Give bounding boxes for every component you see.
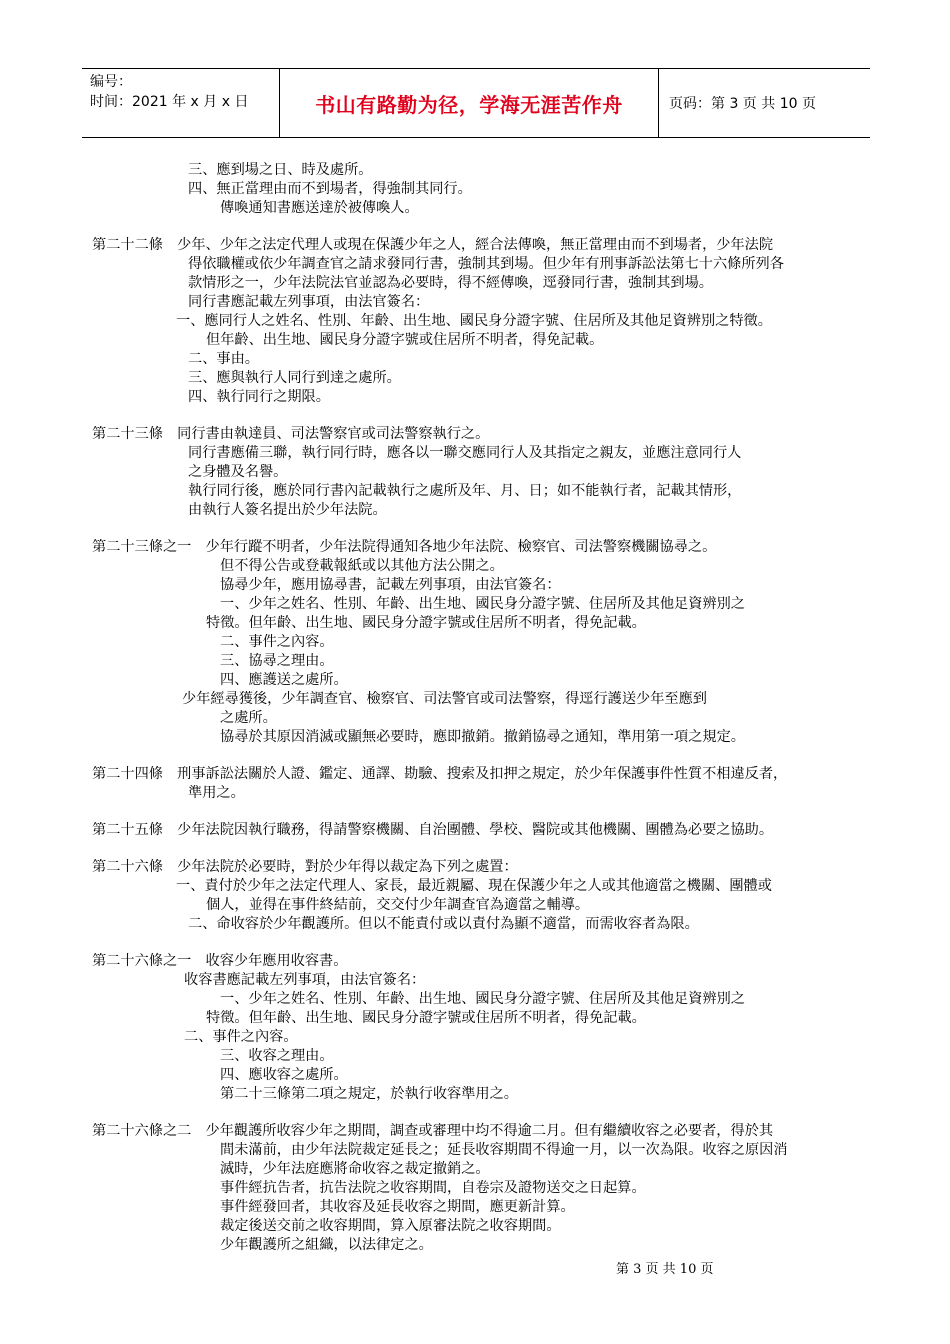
text-line: 由執行人簽名提出於少年法院。	[188, 502, 387, 518]
text-line: 收容書應記載左列事項，由法官簽名：	[184, 972, 426, 988]
text-line: 同行書應記載左列事項，由法官簽名：	[188, 294, 430, 310]
text-line: 第二十四條 刑事訴訟法關於人證、鑑定、通譯、勘驗、搜索及扣押之規定，於少年保護事件性質不相違反者，	[92, 766, 788, 782]
text-line: 之身體及名譽。	[188, 464, 288, 480]
text-line: 第二十六條之一 收容少年應用收容書。	[92, 953, 348, 969]
text-line: 協尋於其原因消滅或顯無必要時，應即撤銷。撤銷協尋之通知，準用第一項之規定。	[220, 729, 745, 745]
text-line: 個人，並得在事件終結前，交交付少年調查官為適當之輔導。	[206, 897, 590, 913]
page-footer: 第 3 页 共 10 页	[616, 1262, 714, 1277]
text-line: 同行書應備三聯，執行同行時，應各以一聯交應同行人及其指定之親友，並應注意同行人	[188, 445, 742, 461]
text-line: 第二十六條之二 少年觀護所收容少年之期間，調查或審理中均不得逾二月。但有繼續收容之必要者，得於其	[92, 1123, 774, 1139]
text-line: 三、應到場之日、時及處所。	[188, 162, 373, 178]
motto: 书山有路勤为径，学海无涯苦作舟	[280, 69, 659, 137]
text-line: 四、執行同行之期限。	[188, 389, 330, 405]
text-line: 得依職權或依少年調查官之請求發同行書，強制其到場。但少年有刑事訴訟法第七十六條所列各	[188, 256, 784, 272]
text-line: 二、事件之內容。	[220, 634, 334, 650]
text-line: 執行同行後，應於同行書內記載執行之處所及年、月、日；如不能執行者，記載其情形，	[188, 483, 742, 499]
text-line: 四、應收容之處所。	[220, 1067, 348, 1083]
text-line: 少年經尋獲後，少年調查官、檢察官、司法警官或司法警察，得逕行護送少年至應到	[182, 691, 707, 707]
text-line: 一、應同行人之姓名、性別、年齡、出生地、國民身分證字號、住居所及其他足資辨別之特徵。	[176, 313, 772, 329]
text-line: 第二十六條 少年法院於必要時，對於少年得以裁定為下列之處置：	[92, 859, 518, 875]
text-line: 二、事件之內容。	[184, 1029, 298, 1045]
text-line: 事件經發回者，其收容及延長收容之期間，應更新計算。	[220, 1199, 575, 1215]
page-header	[82, 68, 870, 138]
text-line: 四、應護送之處所。	[220, 672, 348, 688]
text-line: 第二十三條第二項之規定，於執行收容準用之。	[220, 1086, 518, 1102]
text-line: 三、應與執行人同行到達之處所。	[188, 370, 401, 386]
text-line: 協尋少年，應用協尋書，記載左列事項，由法官簽名：	[220, 577, 561, 593]
text-line: 一、少年之姓名、性別、年齡、出生地、國民身分證字號、住居所及其他足資辨別之	[220, 596, 745, 612]
text-line: 特徵。但年齡、出生地、國民身分證字號或住居所不明者，得免記載。	[206, 615, 646, 631]
text-line: 第二十五條 少年法院因執行職務，得請警察機關、自治團體、學校、醫院或其他機關、團體為必要之協助。	[92, 822, 774, 838]
text-line: 但年齡、出生地、國民身分證字號或住居所不明者，得免記載。	[206, 332, 604, 348]
text-line: 第二十二條 少年、少年之法定代理人或現在保護少年之人，經合法傳喚，無正當理由而不到場者，少年法院	[92, 237, 774, 253]
text-line: 四、無正當理由而不到場者，得強制其同行。	[188, 181, 472, 197]
text-line: 間未滿前，由少年法院裁定延長之；延長收容期間不得逾一月，以一次為限。收容之原因消	[220, 1142, 788, 1158]
text-line: 滅時，少年法庭應將命收容之裁定撤銷之。	[220, 1161, 490, 1177]
text-line: 第二十三條之一 少年行蹤不明者，少年法院得通知各地少年法院、檢察官、司法警察機關協尋之。	[92, 539, 717, 555]
text-line: 之處所。	[220, 710, 277, 726]
text-line: 第二十三條 同行書由執達員、司法警察官或司法警察執行之。	[92, 426, 490, 442]
text-line: 三、協尋之理由。	[220, 653, 334, 669]
text-line: 裁定後送交前之收容期間，算入原審法院之收容期間。	[220, 1218, 561, 1234]
text-line: 二、命收容於少年觀護所。但以不能責付或以責付為顯不適當，而需收容者為限。	[188, 916, 699, 932]
text-line: 少年觀護所之組織，以法律定之。	[220, 1237, 433, 1253]
text-line: 二、事由。	[188, 351, 259, 367]
text-line: 傳喚通知書應送達於被傳喚人。	[220, 200, 419, 216]
text-line: 一、少年之姓名、性別、年齡、出生地、國民身分證字號、住居所及其他足資辨別之	[220, 991, 745, 1007]
text-line: 款情形之一，少年法院法官並認為必要時，得不經傳喚，逕發同行書，強制其到場。	[188, 275, 713, 291]
number-label: 编号：	[90, 74, 132, 90]
header-meta	[82, 69, 280, 137]
text-line: 準用之。	[188, 785, 245, 801]
text-line: 事件經抗告者，抗告法院之收容期間，自卷宗及證物送交之日起算。	[220, 1180, 646, 1196]
text-line: 但不得公告或登載報紙或以其他方法公開之。	[220, 558, 504, 574]
date-label: 时间：2021 年 x 月 x 日	[90, 94, 249, 110]
text-line: 一、責付於少年之法定代理人、家長，最近親屬、現在保護少年之人或其他適當之機關、團體或	[176, 878, 772, 894]
page-label: 页码：第 3 页 共 10 页	[669, 96, 816, 112]
text-line: 特徵。但年齡、出生地、國民身分證字號或住居所不明者，得免記載。	[206, 1010, 646, 1026]
text-line: 三、收容之理由。	[220, 1048, 334, 1064]
